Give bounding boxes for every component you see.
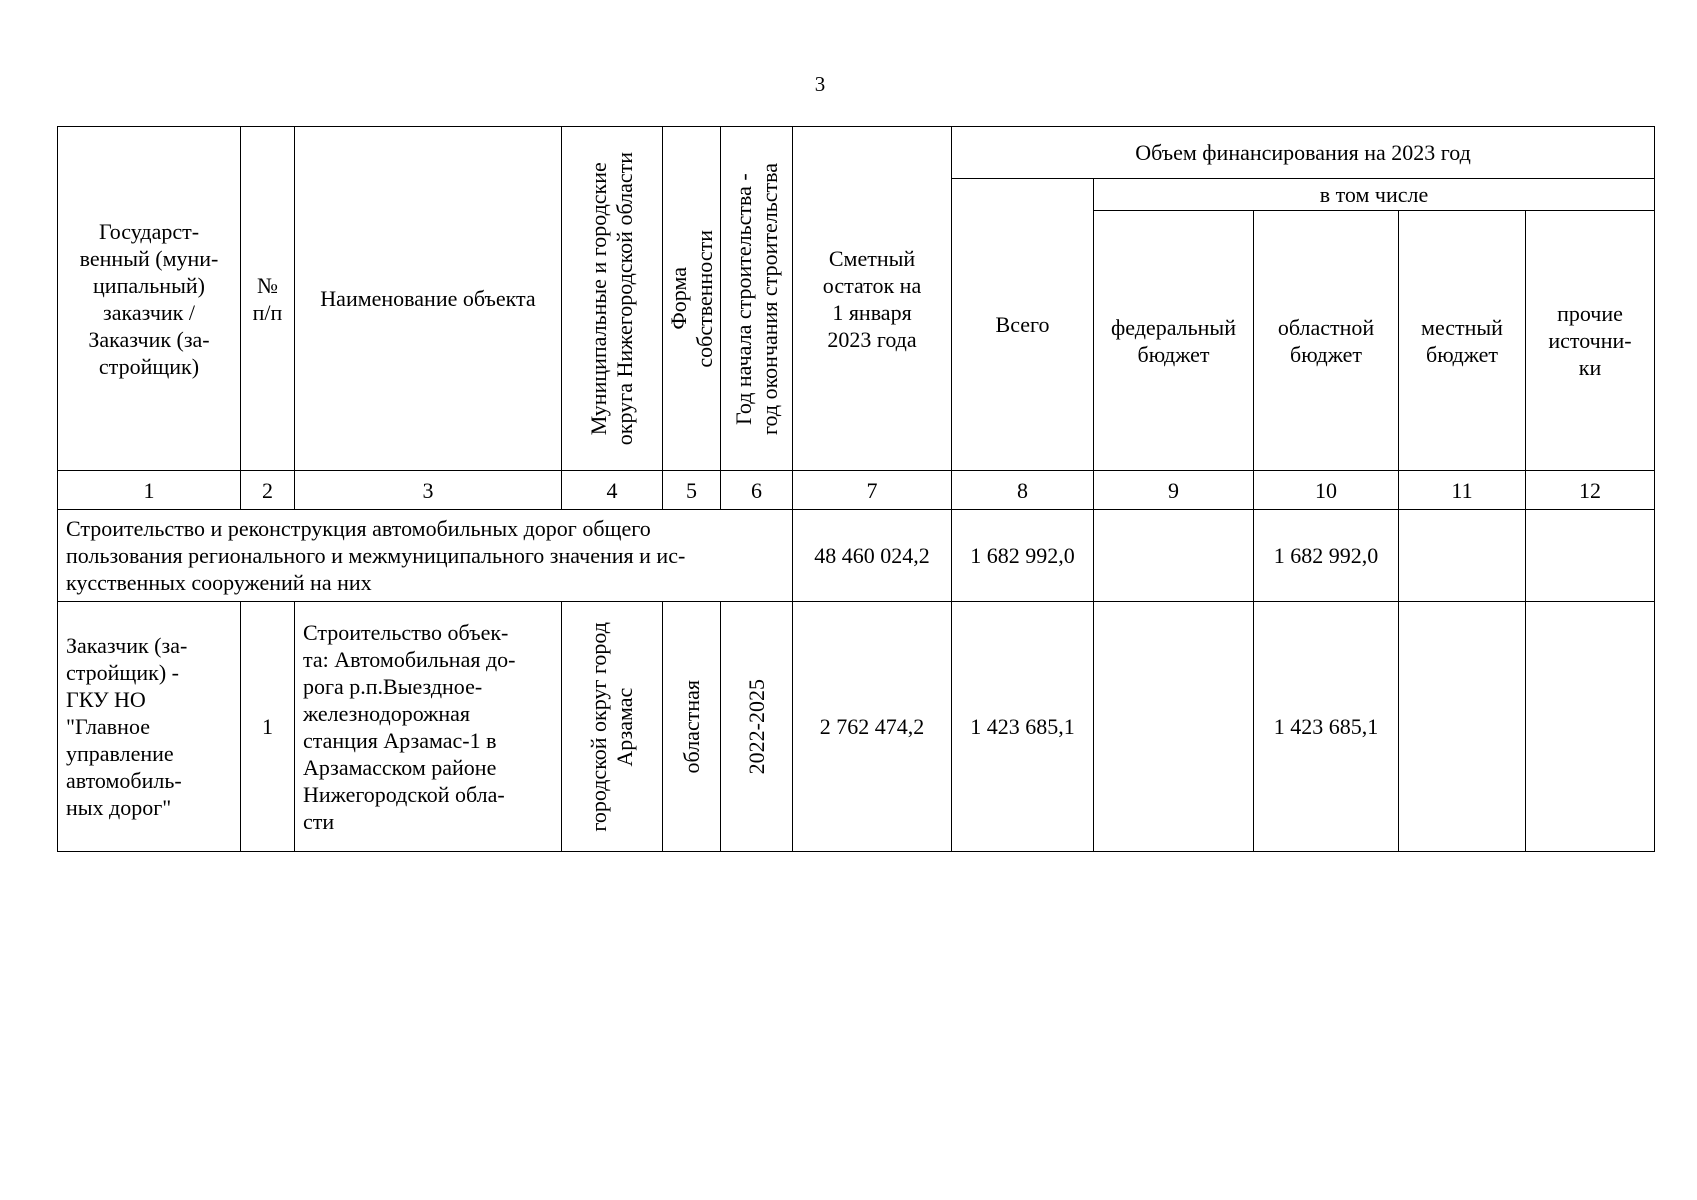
table-row bbox=[58, 602, 1655, 852]
row-federal bbox=[1094, 602, 1254, 852]
column-number: 12 bbox=[1526, 471, 1655, 510]
section-title: Строительство и реконструкция автомобильных дорог общего пользования регионального и межмуниципального значения и ис- кусственных сооружений на них bbox=[58, 510, 793, 602]
row-estimated-balance: 2 762 474,2 bbox=[793, 602, 952, 852]
header-total: Всего bbox=[952, 179, 1094, 471]
column-number: 1 bbox=[58, 471, 241, 510]
row-local bbox=[1399, 602, 1526, 852]
header-local: местный бюджет bbox=[1399, 211, 1526, 471]
header-ownership bbox=[663, 127, 721, 471]
column-number: 4 bbox=[562, 471, 663, 510]
row-ownership-label: областная bbox=[678, 679, 704, 774]
header-federal: федеральный бюджет bbox=[1094, 211, 1254, 471]
column-number: 3 bbox=[295, 471, 562, 510]
column-number: 10 bbox=[1254, 471, 1399, 510]
header-object-name: Наименование объекта bbox=[295, 127, 562, 471]
section-estimated-balance: 48 460 024,2 bbox=[793, 510, 952, 602]
column-number: 2 bbox=[241, 471, 295, 510]
section-local bbox=[1399, 510, 1526, 602]
header-number: № п/п bbox=[241, 127, 295, 471]
row-years bbox=[721, 602, 793, 852]
section-regional: 1 682 992,0 bbox=[1254, 510, 1399, 602]
column-number: 7 bbox=[793, 471, 952, 510]
row-years-label: 2022-2025 bbox=[743, 678, 769, 775]
section-total: 1 682 992,0 bbox=[952, 510, 1094, 602]
header-financing-group: Объем финансирования на 2023 год bbox=[952, 127, 1655, 179]
header-regional: областной бюджет bbox=[1254, 211, 1399, 471]
row-regional: 1 423 685,1 bbox=[1254, 602, 1399, 852]
column-number: 5 bbox=[663, 471, 721, 510]
row-municipality-label: городской округ город Арзамас bbox=[586, 621, 637, 832]
row-municipality bbox=[562, 602, 663, 852]
header-ownership-label: Форма собственности bbox=[665, 229, 717, 368]
financing-table bbox=[57, 126, 1655, 852]
column-number: 8 bbox=[952, 471, 1094, 510]
column-number-row bbox=[58, 471, 1655, 510]
header-years-label: Год начала строительства - год окончания строительства bbox=[730, 162, 782, 435]
column-number: 6 bbox=[721, 471, 793, 510]
page-number: 3 bbox=[814, 72, 826, 96]
row-customer: Заказчик (за- стройщик) - ГКУ НО "Главное управление автомобиль- ных дорог" bbox=[58, 602, 241, 852]
column-number: 9 bbox=[1094, 471, 1254, 510]
row-object-name: Строительство объек- та: Автомобильная до- рога р.п.Выездное- железнодорожная станция Арзамас-1 в Арзамасском районе Нижегородской обла- сти bbox=[295, 602, 562, 852]
header-years bbox=[721, 127, 793, 471]
header-estimated-balance: Сметный остаток на 1 января 2023 года bbox=[793, 127, 952, 471]
header-other: прочие источни- ки bbox=[1526, 211, 1655, 471]
section-federal bbox=[1094, 510, 1254, 602]
header-customer: Государст- венный (муни- ципальный) заказчик / Заказчик (за- стройщик) bbox=[58, 127, 241, 471]
row-ownership bbox=[663, 602, 721, 852]
row-number: 1 bbox=[241, 602, 295, 852]
row-other bbox=[1526, 602, 1655, 852]
section-other bbox=[1526, 510, 1655, 602]
column-number: 11 bbox=[1399, 471, 1526, 510]
row-total: 1 423 685,1 bbox=[952, 602, 1094, 852]
header-municipality-label: Муниципальные и городские округа Нижегородской области bbox=[586, 151, 637, 446]
section-row bbox=[58, 510, 1655, 602]
header-including: в том числе bbox=[1094, 179, 1655, 211]
header-municipality bbox=[562, 127, 663, 471]
